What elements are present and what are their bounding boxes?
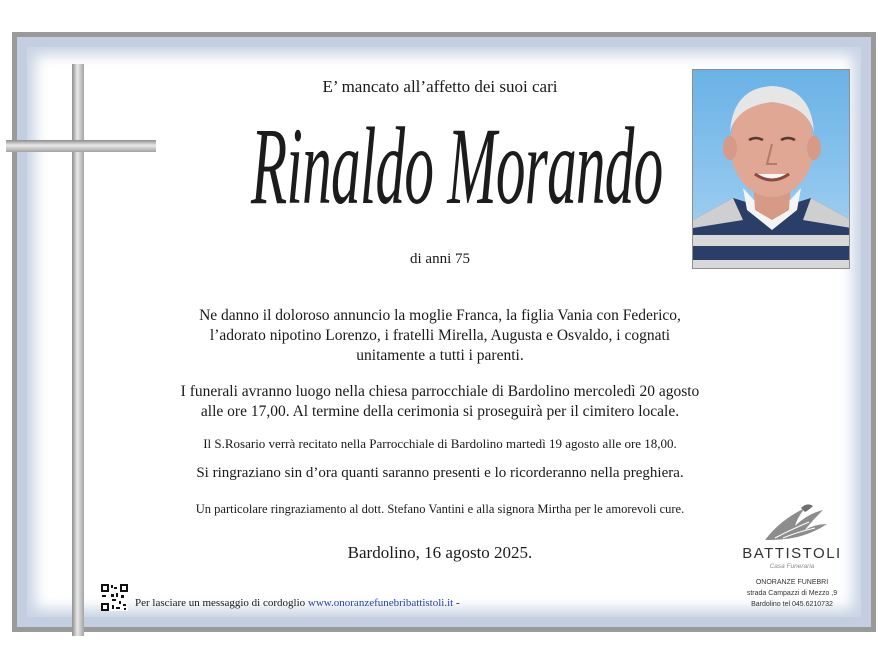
age-text: di anni 75 [410, 251, 470, 267]
cross-icon-horizontal [6, 140, 156, 152]
website-link[interactable]: www.onoranzefunebribattistoli.it [307, 597, 454, 609]
portrait-illustration [693, 70, 850, 269]
intro-text: E’ mancato all’affetto dei suoi cari [322, 77, 558, 96]
condolence-message [135, 597, 460, 609]
place-date: Bardolino, 16 agosto 2025. [347, 543, 533, 562]
announcement-line: l’adorato nipotino Lorenzo, i fratelli Mirella, Augusta e Osvaldo, i cognati [209, 327, 671, 344]
announcement-line: Ne danno il doloroso annuncio la moglie Franca, la figlia Vania con Federico, [199, 307, 681, 324]
announcement-paragraph [150, 306, 730, 366]
agency-contact [735, 577, 849, 610]
agency-line-1: ONORANZE FUNEBRI [755, 579, 829, 586]
condolence-prefix: Per lasciare un messaggio di cordoglio [135, 597, 306, 609]
agency-line-3: Bardolino tel 045.6210732 [751, 601, 833, 608]
special-thanks-text: Un particolare ringraziamento al dott. Stefano Vantini e alla signora Mirtha per le amorevoli cure. [195, 502, 685, 516]
portrait-photo [692, 69, 850, 269]
deceased-name: Rinaldo Morando [251, 106, 663, 228]
announcement-line: unitamente a tutti i parenti. [356, 347, 524, 364]
funeral-paragraph [150, 382, 730, 422]
agency-logo [735, 500, 849, 608]
qr-code-icon[interactable] [101, 584, 128, 611]
rosary-text: Il S.Rosario verrà recitato nella Parrocchiale di Bardolino martedì 19 agosto alle ore 18,00. [203, 436, 677, 451]
agency-brand: BATTISTOLI [742, 545, 842, 562]
thanks-text: Si ringraziano sin d’ora quanti saranno presenti e lo ricorderanno nella preghiera. [196, 465, 684, 481]
agency-subtitle: Casa Funeraria [769, 563, 815, 570]
condolence-suffix: - [455, 597, 460, 609]
angel-wing-icon [735, 500, 849, 544]
funeral-line: alle ore 17,00. Al termine della cerimonia si proseguirà per il cimitero locale. [200, 403, 680, 420]
funeral-line: I funerali avranno luogo nella chiesa parrocchiale di Bardolino mercoledì 20 agosto [180, 383, 700, 400]
agency-line-2: strada Campazzi di Mezzo ,9 [746, 590, 838, 597]
